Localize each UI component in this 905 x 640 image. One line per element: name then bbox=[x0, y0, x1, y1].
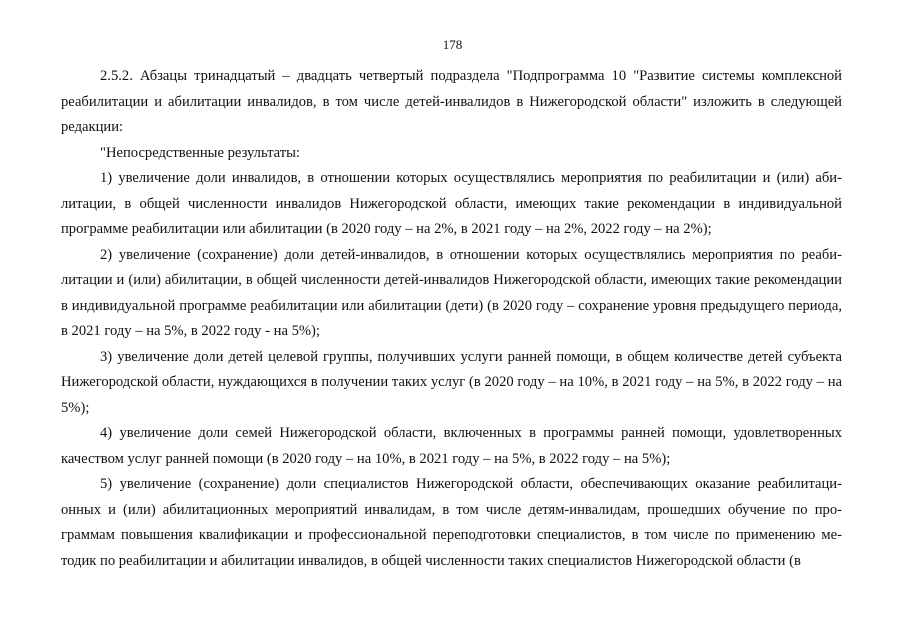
paragraph-result-2: 2) увеличение (сохранение) доли детей-инвалидов, в отношении которых осуществлялись мероприятия по реабилитации и (или) абилитации, в общей численности детей-инвалидов Нижегородской области, имеющих такие рекомендации в индивидуальной программе реабилитации или абилитации (дети) (в 2020 году – сохранение уровня предыдущего периода, в 2021 году – на 5%, в 2022 году - на 5%); bbox=[61, 246, 842, 339]
paragraph-result-4: 4) увеличение доли семей Нижегородской области, включенных в программы ранней помощи, удовлетворенных качеством услуг ранней помощи (в 2020 году – на 10%, в 2021 году – на 5%, в 2022 году – на 5%); bbox=[61, 425, 842, 467]
document-body bbox=[61, 64, 842, 574]
paragraph-result-1: 1) увеличение доли инвалидов, в отношении которых осуществлялись мероприятия по реабилитации и (или) абилитации, в общей численности инвалидов Нижегородской области, имеющих такие рекомендации в индивидуальной программе реабилитации или абилитации (в 2020 году – на 2%, в 2021 году – на 2%, 2022 году – на 2%); bbox=[61, 170, 842, 237]
page-number: 178 bbox=[442, 37, 463, 52]
paragraph-direct-results-heading: "Непосредственные результаты: bbox=[100, 144, 300, 161]
paragraph-amendment-intro: 2.5.2. Абзацы тринадцатый – двадцать четвертый подраздела "Подпрограмма 10 "Развитие системы комплексной реабилитации и абилитации инвалидов, в том числе детей-инвалидов в Нижегородской области" изложить в следующей редакции: bbox=[61, 68, 842, 135]
paragraph-result-5: 5) увеличение (сохранение) доли специалистов Нижегородской области, обеспечивающих оказание реабилитационных и (или) абилитационных мероприятий инвалидам, в том числе детям-инвалидам, прошедших обучение по программам повышения квалификации и профессиональной переподготовки специалистов, в том числе по применению методик по реабилитации и абилитации инвалидов, в общей численности таких специалистов Нижегородской области (в bbox=[61, 476, 842, 569]
paragraph-result-3: 3) увеличение доли детей целевой группы, получивших услуги ранней помощи, в общем количестве детей субъекта Нижегородской области, нуждающихся в получении таких услуг (в 2020 году – на 10%, в 2021 году – на 5%, в 2022 году – на 5%); bbox=[61, 348, 842, 416]
